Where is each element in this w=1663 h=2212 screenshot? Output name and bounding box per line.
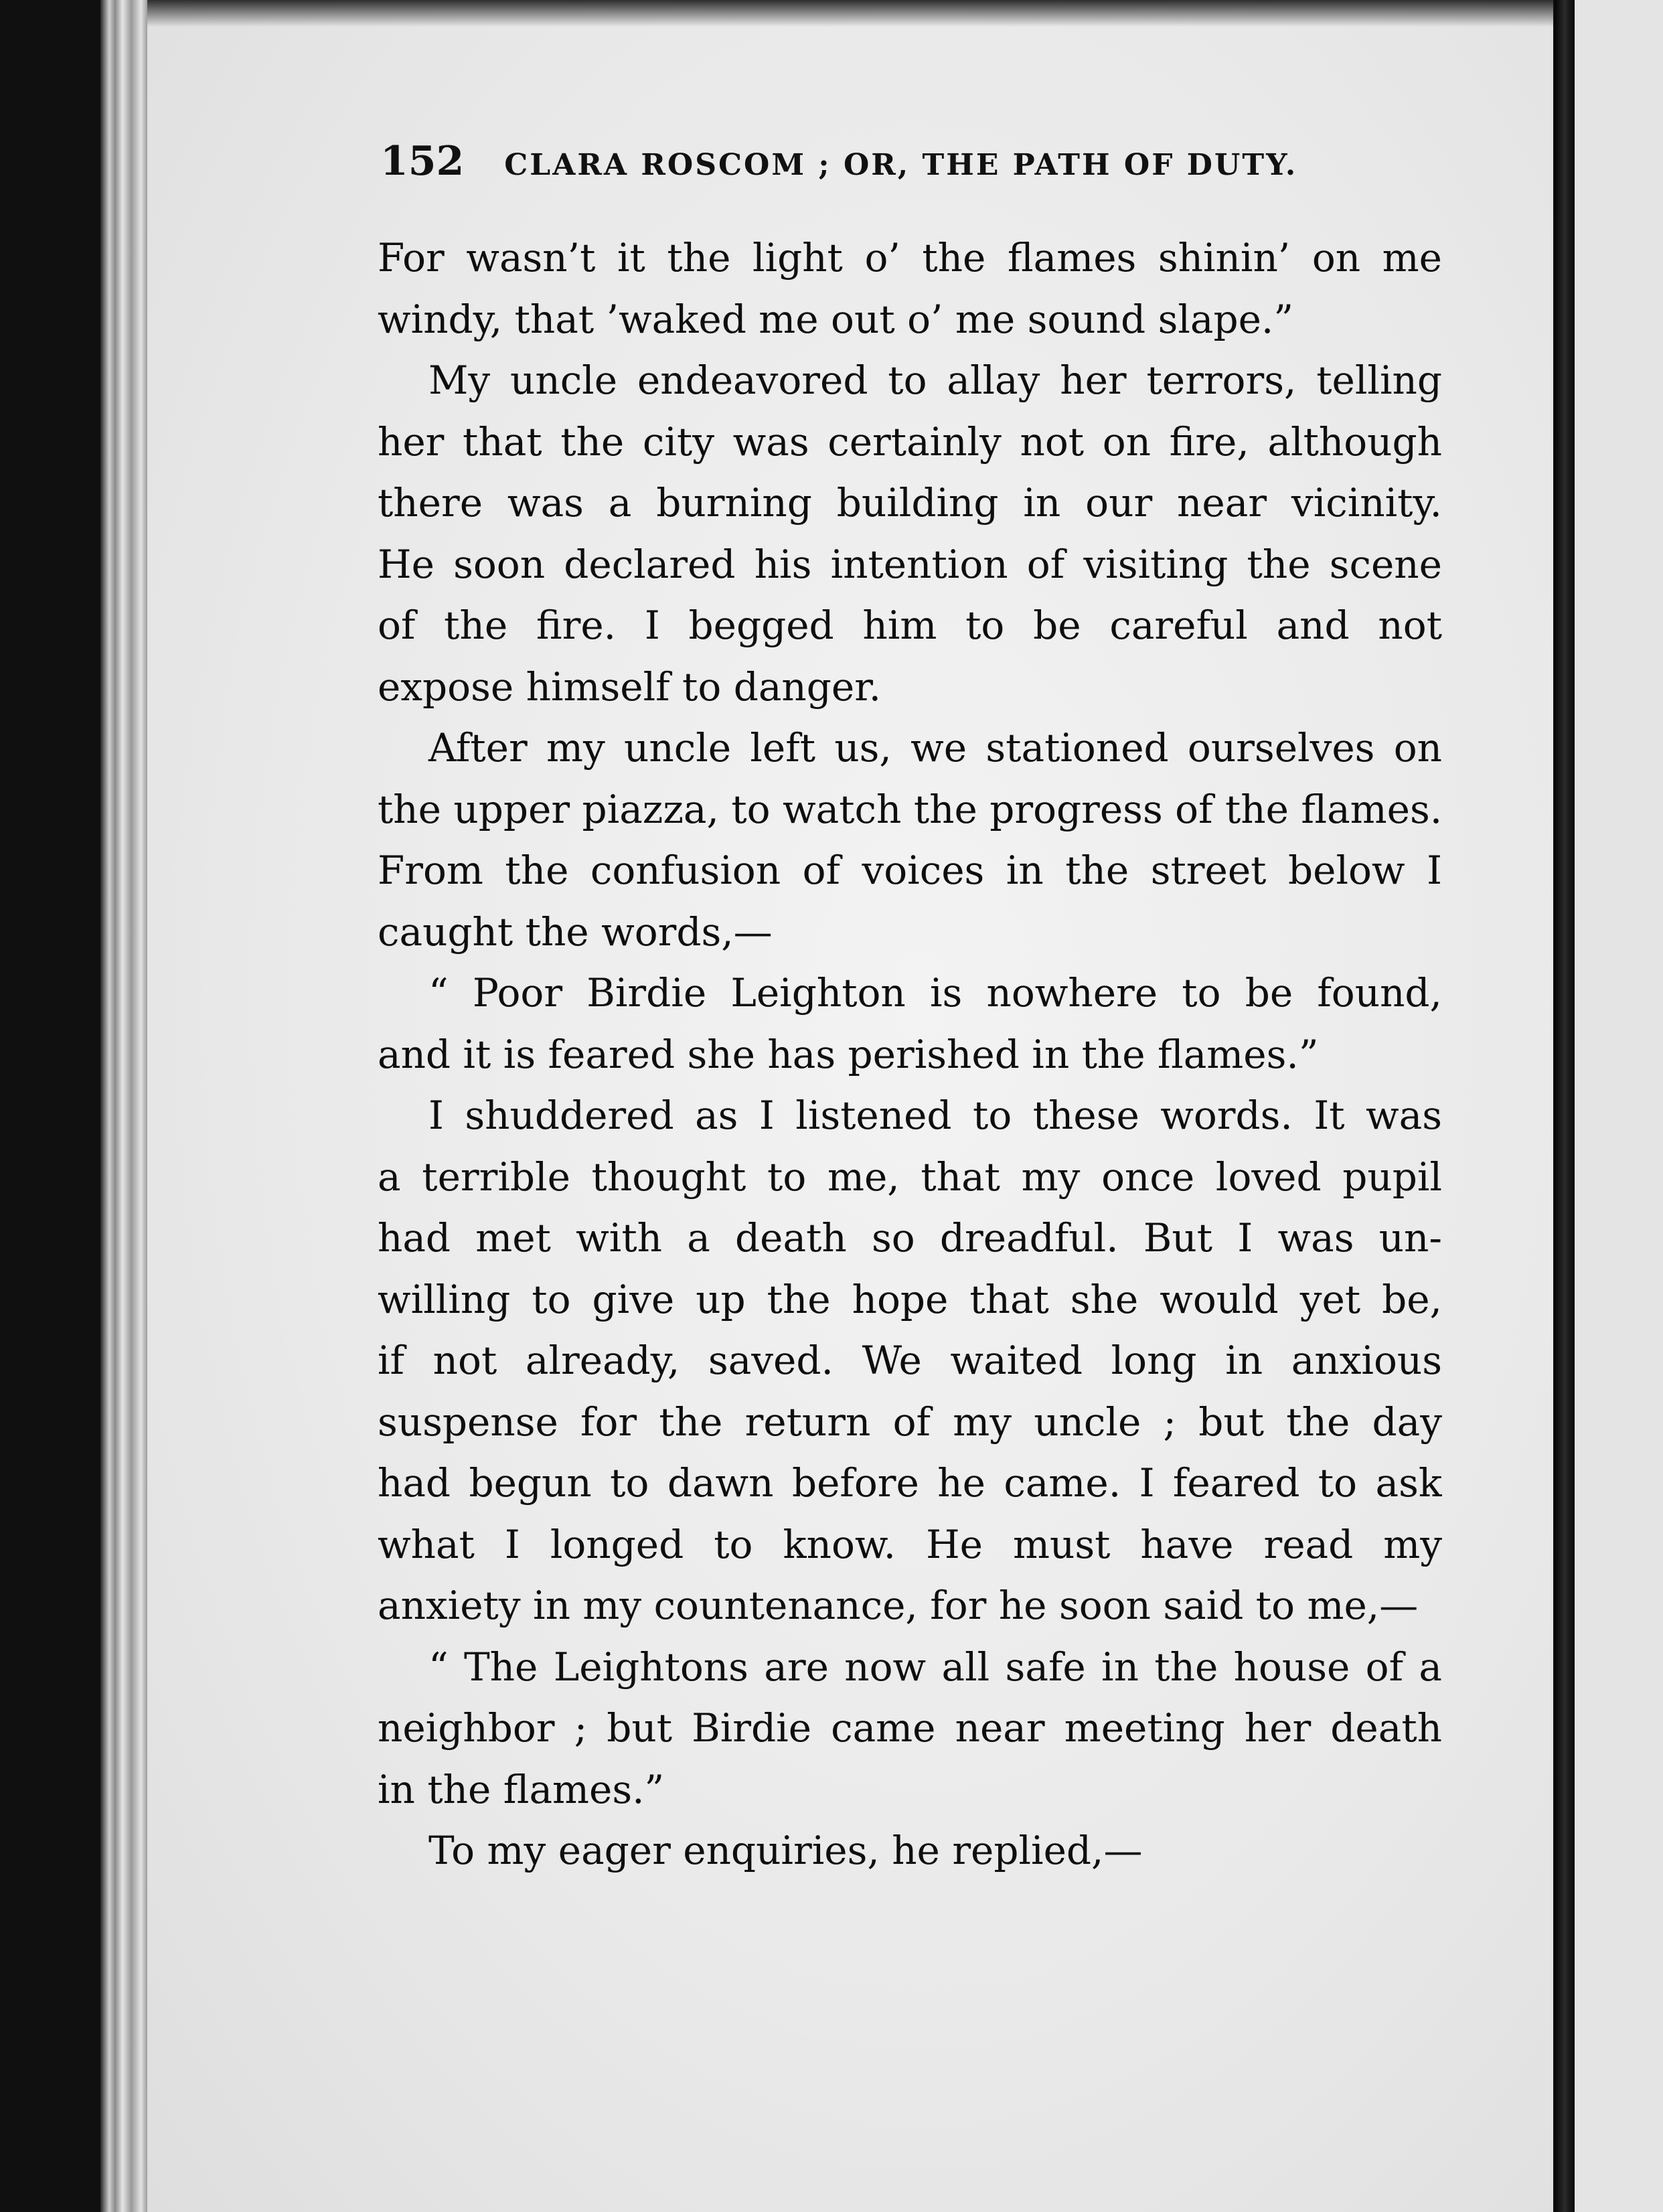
- text-line: of the fire. I begged him to be careful and not: [378, 603, 1442, 648]
- facing-page-sliver: [1575, 0, 1663, 2212]
- text-line: anxiety in my countenance, for he soon said to me,—: [378, 1583, 1419, 1628]
- text-line: what I longed to know. He must have read my: [378, 1521, 1442, 1567]
- text-line: From the confusion of voices in the street below I: [378, 848, 1442, 893]
- text-line: the upper piazza, to watch the progress of the flames.: [378, 786, 1442, 832]
- text-line: windy, that ’waked me out o’ me sound slape.”: [378, 296, 1294, 342]
- running-title: CLARA ROSCOM ; OR, THE PATH OF DUTY.: [504, 148, 1298, 182]
- text-line: a terrible thought to me, that my once loved pupil: [378, 1154, 1442, 1200]
- text-line: in the flames.”: [378, 1766, 665, 1812]
- text-line: had met with a death so dreadful. But I was un-: [378, 1215, 1442, 1261]
- page-number: 152: [380, 138, 465, 185]
- text-line: I shuddered as I listened to these words. It was: [428, 1093, 1442, 1138]
- text-line: To my eager enquiries, he replied,—: [428, 1828, 1143, 1873]
- text-line: her that the city was certainly not on fire, although: [378, 418, 1442, 465]
- text-line: For wasn’t it the light o’ the flames shinin’ on me: [378, 235, 1442, 281]
- text-line: willing to give up the hope that she would yet be,: [378, 1276, 1442, 1322]
- text-line: expose himself to danger.: [378, 663, 882, 710]
- text-line: “ Poor Birdie Leighton is nowhere to be found,: [428, 970, 1442, 1016]
- text-line: “ The Leightons are now all safe in the house of a: [428, 1644, 1442, 1690]
- text-line: there was a burning building in our near vicinity.: [378, 480, 1442, 526]
- text-line: caught the words,—: [378, 908, 773, 955]
- text-line: if not already, saved. We waited long in anxious: [378, 1338, 1442, 1383]
- body-text: [378, 228, 1442, 1882]
- text-line: had begun to dawn before he came. I feared to ask: [378, 1460, 1442, 1506]
- top-shadow: [147, 0, 1553, 27]
- text-line: My uncle endeavored to allay her terrors, telling: [428, 358, 1442, 403]
- text-line: neighbor ; but Birdie came near meeting her death: [378, 1705, 1442, 1751]
- facing-page-gutter: [1555, 0, 1575, 2212]
- text-line: and it is feared she has perished in the flames.”: [378, 1031, 1319, 1077]
- text-line: suspense for the return of my uncle ; but the day: [378, 1399, 1442, 1445]
- text-line: He soon declared his intention of visiting the scene: [378, 541, 1442, 587]
- running-head: [380, 138, 1344, 198]
- text-line: After my uncle left us, we stationed ourselves on: [428, 725, 1442, 771]
